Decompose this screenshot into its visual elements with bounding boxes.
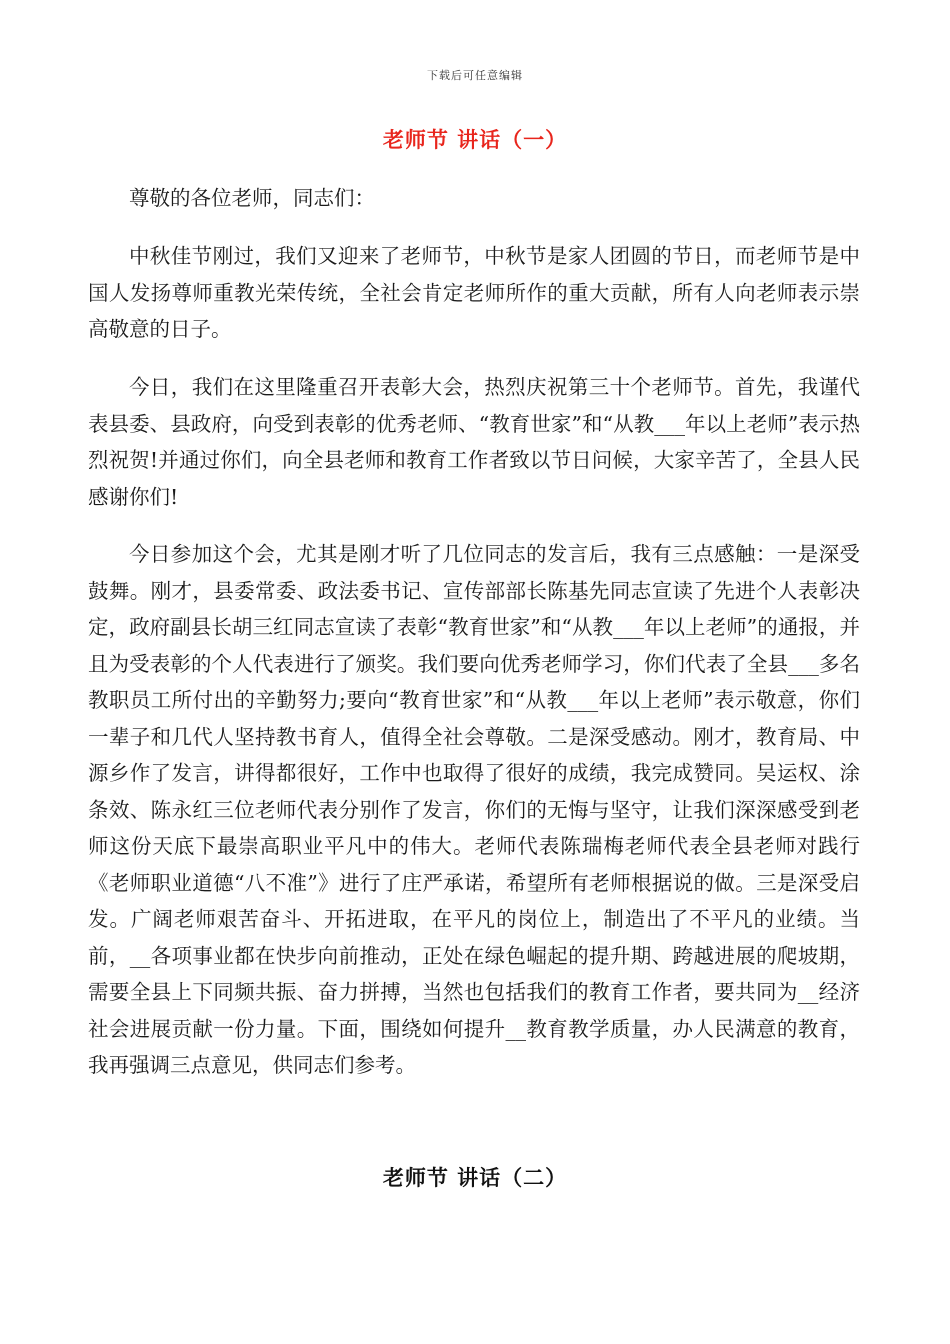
paragraph-3: 今日参加这个会，尤其是刚才听了几位同志的发言后，我有三点感触：一是深受鼓舞。刚才，县委常委、政法委书记、宣传部部长陈基先同志宣读了先进个人表彰决定，政府副县长胡三红同志宣读了表彰“教育世家”和“从教___年以上老师”的通报，并且为受表彰的个人代表进行了颁奖。我们要向优秀老师学习，你们代表了全县___多名教职员工所付出的辛勤努力;要向“教育世家”和“从教___年以上老师”表示敬意，你们一辈子和几代人坚持教书育人，值得全社会尊敬。二是深受感动。刚才，教育局、中源乡作了发言，讲得都很好，工作中也取得了很好的成绩，我完成赞同。吴运权、涂条效、陈永红三位老师代表分别作了发言，你们的无悔与坚守，让我们深深感受到老师这份天底下最崇高职业平凡中的伟大。老师代表陈瑞梅老师代表全县老师对践行《老师职业道德“八不准”》进行了庄严承诺，希望所有老师根据说的做。三是深受启发。广阔老师艰苦奋斗、开拓进取，在平凡的岗位上，制造出了不平凡的业绩。当前，__各项事业都在快步向前推动，正处在绿色崛起的提升期、跨越进展的爬坡期，需要全县上下同频共振、奋力拼搏，当然也包括我们的教育工作者，要共同为__经济社会进展贡献一份力量。下面，围绕如何提升__教育教学质量，办人民满意的教育，我再强调三点意见，供同志们参考。 bbox=[88, 542, 860, 1077]
paragraph-2-block bbox=[88, 369, 860, 515]
salutation: 尊敬的各位老师，同志们： bbox=[129, 186, 375, 210]
header-note: 下载后可任意编辑 bbox=[427, 69, 523, 82]
paragraph-3-block bbox=[88, 536, 860, 1084]
paragraph-2: 今日，我们在这里隆重召开表彰大会，热烈庆祝第三十个老师节。首先，我谨代表县委、县政府，向受到表彰的优秀老师、“教育世家”和“从教___年以上老师”表示热烈祝贺!并通过你们，向全县老师和教育工作者致以节日问候，大家辛苦了，全县人民感谢你们! bbox=[88, 375, 860, 509]
paragraph-1-block bbox=[88, 238, 860, 348]
paragraph-1: 中秋佳节刚过，我们又迎来了老师节，中秋节是家人团圆的节日，而老师节是中国人发扬尊师重教光荣传统，全社会肯定老师所作的重大贡献，所有人向老师表示崇高敬意的日子。 bbox=[88, 244, 860, 341]
speech-title-1: 老师节 讲话（一） bbox=[382, 127, 568, 152]
speech-title-2: 老师节 讲话（二） bbox=[382, 1165, 568, 1190]
salutation-block bbox=[88, 180, 860, 217]
